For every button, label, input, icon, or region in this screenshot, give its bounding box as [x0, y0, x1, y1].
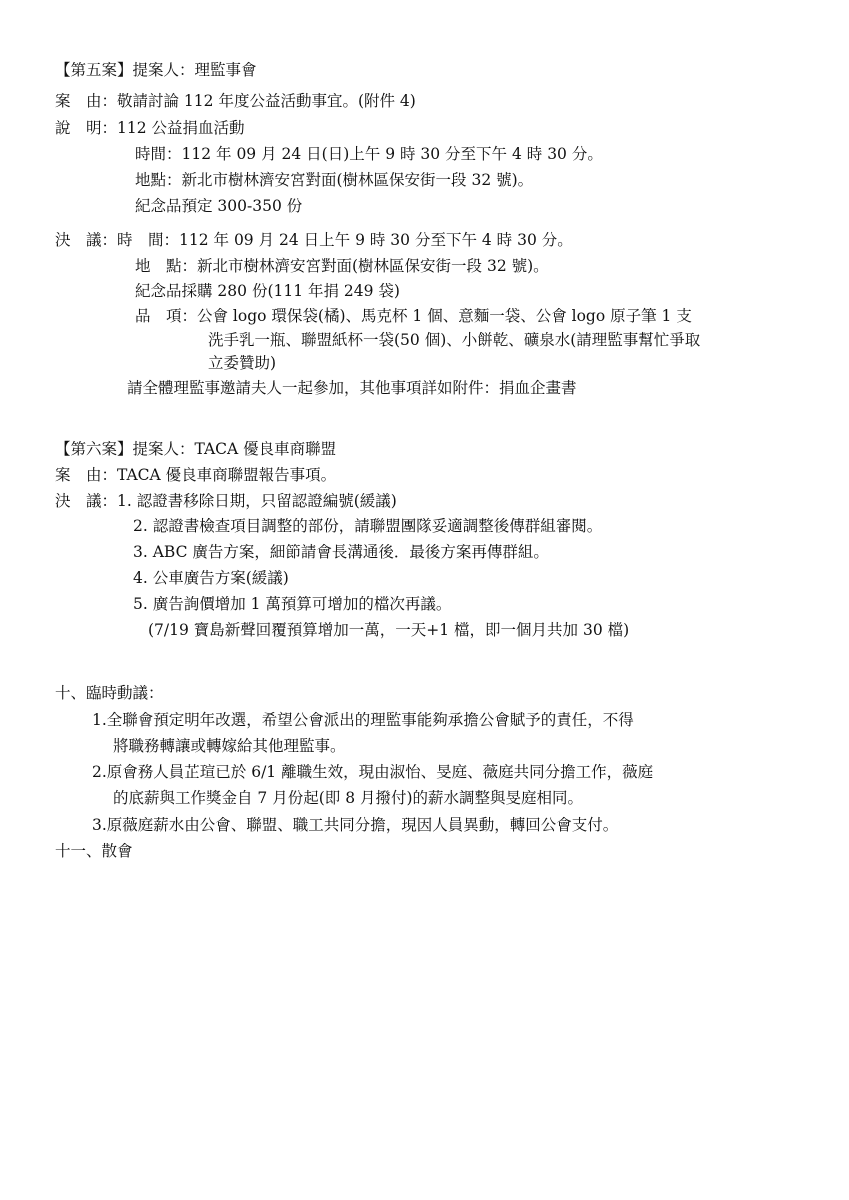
section10-item-3: 3.原薇庭薪水由公會、聯盟、職工共同分擔，現因人員異動，轉回公會支付。: [92, 816, 619, 834]
case5-resolution-items-end: 立委贊助): [208, 354, 277, 372]
case5-resolution-items-cont: 洗手乳一瓶、聯盟紙杯一袋(50 個)、小餅乾、礦泉水(請理監事幫忙爭取: [208, 331, 701, 349]
section10-item-1: 1.全聯會預定明年改選，希望公會派出的理監事能夠承擔公會賦予的責任，不得: [92, 711, 634, 729]
case5-explain-title: 說 明：112 公益捐血活動: [55, 119, 245, 137]
section10-item-1-cont: 將職務轉讓或轉嫁給其他理監事。: [113, 737, 346, 755]
section10-title: 十、臨時動議：: [55, 684, 164, 702]
case5-explain-souvenir: 紀念品預定 300-350 份: [135, 197, 303, 215]
case6-resolution-item-3: 3. ABC 廣告方案，細節請會長溝通後．最後方案再傳群組。: [133, 543, 549, 561]
case5-header: 【第五案】提案人：理監事會: [55, 61, 257, 79]
case6-resolution-item-4: 4. 公車廣告方案(緩議): [133, 569, 289, 587]
case5-resolution-souvenir: 紀念品採購 280 份(111 年捐 249 袋): [135, 282, 400, 300]
case6-resolution-item-5-note: (7/19 寶島新聲回覆預算增加一萬，一天+1 檔，即一個月共加 30 檔): [148, 621, 630, 639]
case6-resolution-item-2: 2. 認證書檢查項目調整的部份，請聯盟團隊妥適調整後傳群組審閱。: [133, 517, 603, 535]
section10-item-2-cont: 的底薪與工作獎金自 7 月份起(即 8 月撥付)的薪水調整與旻庭相同。: [113, 789, 584, 807]
case5-resolution-items: 品 項：公會 logo 環保袋(橘)、馬克杯 1 個、意麵一袋、公會 logo 原子筆 1 支: [135, 307, 692, 325]
case5-resolution-note: 請全體理監事邀請夫人一起參加，其他事項詳如附件：捐血企畫書: [127, 379, 577, 397]
case6-reason: 案 由：TACA 優良車商聯盟報告事項。: [55, 466, 337, 484]
case5-reason: 案 由：敬請討論 112 年度公益活動事宜。(附件 4): [55, 92, 416, 110]
section10-item-2: 2.原會務人員芷瑄已於 6/1 離職生效，現由淑怡、旻庭、薇庭共同分擔工作，薇庭: [92, 763, 654, 781]
case5-explain-time: 時間：112 年 09 月 24 日(日)上午 9 時 30 分至下午 4 時 30 分。: [135, 145, 603, 163]
case6-resolution-title: 決 議：1. 認證書移除日期，只留認證編號(緩議): [55, 492, 397, 510]
section11-title: 十一、散會: [55, 842, 133, 860]
case6-header: 【第六案】提案人：TACA 優良車商聯盟: [55, 440, 337, 458]
case5-resolution-location: 地 點：新北市樹林濟安宮對面(樹林區保安街一段 32 號)。: [135, 257, 549, 275]
case5-explain-location: 地點：新北市樹林濟安宮對面(樹林區保安街一段 32 號)。: [135, 171, 534, 189]
case5-resolution-title: 決 議：時 間：112 年 09 月 24 日上午 9 時 30 分至下午 4 時 30 分。: [55, 231, 573, 249]
case6-resolution-item-5: 5. 廣告詢價增加 1 萬預算可增加的檔次再議。: [133, 595, 452, 613]
